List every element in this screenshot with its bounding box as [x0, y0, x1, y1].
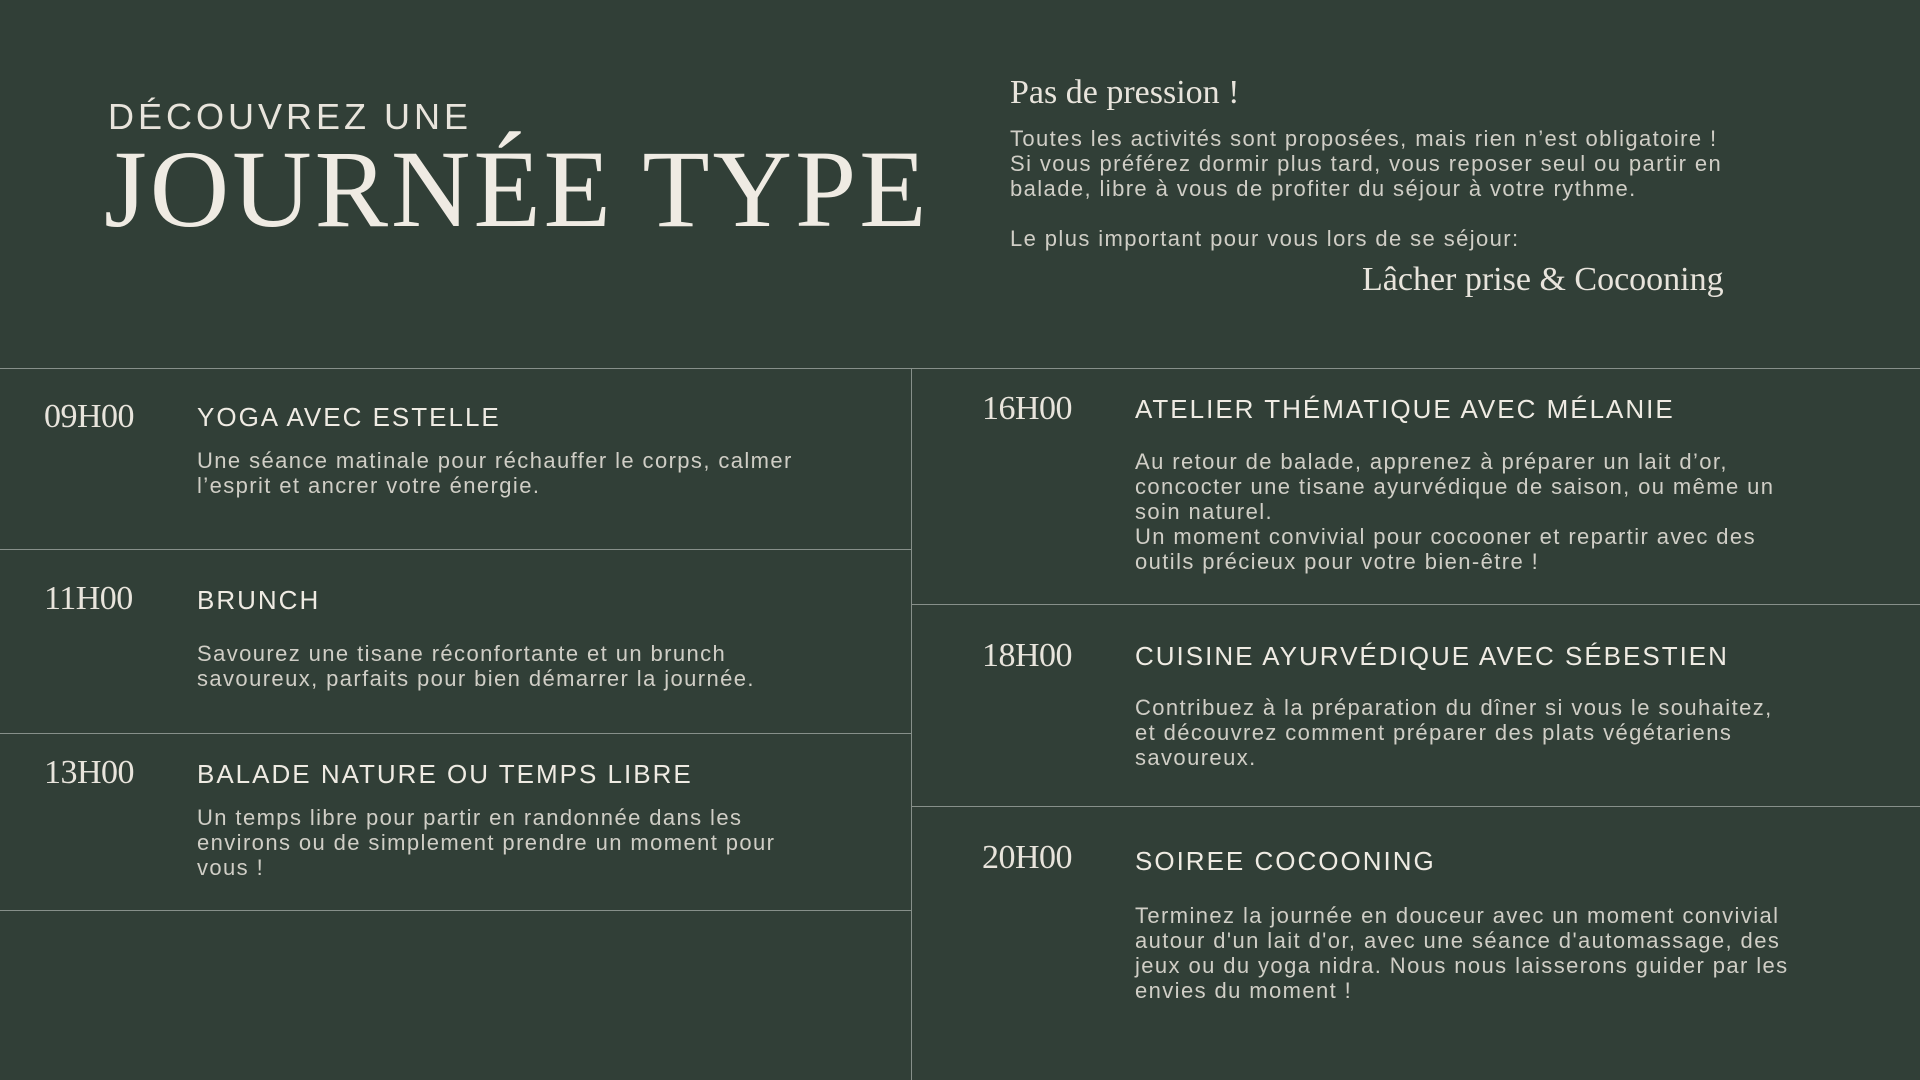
divider-top [0, 368, 1920, 369]
page-title: JOURNÉE TYPE [104, 128, 930, 250]
schedule-title: BRUNCH [197, 585, 321, 615]
schedule-description: Terminez la journée en douceur avec un moment convivial autour d'un lait d'or, avec une séance d'automassage, des jeux ou du yoga nidra. Nous nous laisserons guider par les envies du moment ! [1135, 903, 1789, 1003]
schedule-title: CUISINE AYURVÉDIQUE AVEC SÉBESTIEN [1135, 641, 1729, 671]
schedule-time: 16H00 [982, 390, 1073, 427]
schedule-title: BALADE NATURE OU TEMPS LIBRE [197, 759, 693, 789]
divider-vertical [911, 368, 912, 1080]
schedule-description: Au retour de balade, apprenez à préparer un lait d’or, concocter une tisane ayurvédique de saison, ou même un soin naturel. Un moment convivial pour cocooner et repartir avec des outils précieux pour votre bien-être ! [1135, 449, 1775, 574]
schedule-description: Savourez une tisane réconfortante et un brunch savoureux, parfaits pour bien démarrer la journée. [197, 641, 755, 691]
pressure-heading: Pas de pression ! [1010, 74, 1240, 111]
divider-left-1 [0, 549, 911, 550]
divider-right-1 [911, 604, 1920, 605]
pressure-important-label: Le plus important pour vous lors de se séjour: [1010, 226, 1520, 251]
schedule-description: Contribuez à la préparation du dîner si vous le souhaitez, et découvrez comment préparer des plats végétariens savoureux. [1135, 695, 1773, 770]
schedule-description: Un temps libre pour partir en randonnée dans les environs ou de simplement prendre un moment pour vous ! [197, 805, 776, 880]
schedule-time: 09H00 [44, 398, 135, 435]
schedule-title: SOIREE COCOONING [1135, 846, 1436, 876]
pressure-motto: Lâcher prise & Cocooning [1362, 261, 1724, 298]
schedule-time: 13H00 [44, 754, 135, 791]
schedule-time: 18H00 [982, 637, 1073, 674]
schedule-title: ATELIER THÉMATIQUE AVEC MÉLANIE [1135, 394, 1675, 424]
pressure-text: Toutes les activités sont proposées, mais rien n’est obligatoire ! Si vous préférez dormir plus tard, vous reposer seul ou partir en balade, libre à vous de profiter du séjour à votre rythme. [1010, 126, 1723, 201]
schedule-time: 11H00 [44, 580, 133, 617]
divider-left-2 [0, 733, 911, 734]
schedule-description: Une séance matinale pour réchauffer le corps, calmer l’esprit et ancrer votre énergie. [197, 448, 793, 498]
intro-heading: DÉCOUVREZ UNE [108, 96, 473, 137]
divider-left-3 [0, 910, 911, 911]
divider-right-2 [911, 806, 1920, 807]
schedule-time: 20H00 [982, 839, 1073, 876]
schedule-title: YOGA AVEC ESTELLE [197, 402, 501, 432]
